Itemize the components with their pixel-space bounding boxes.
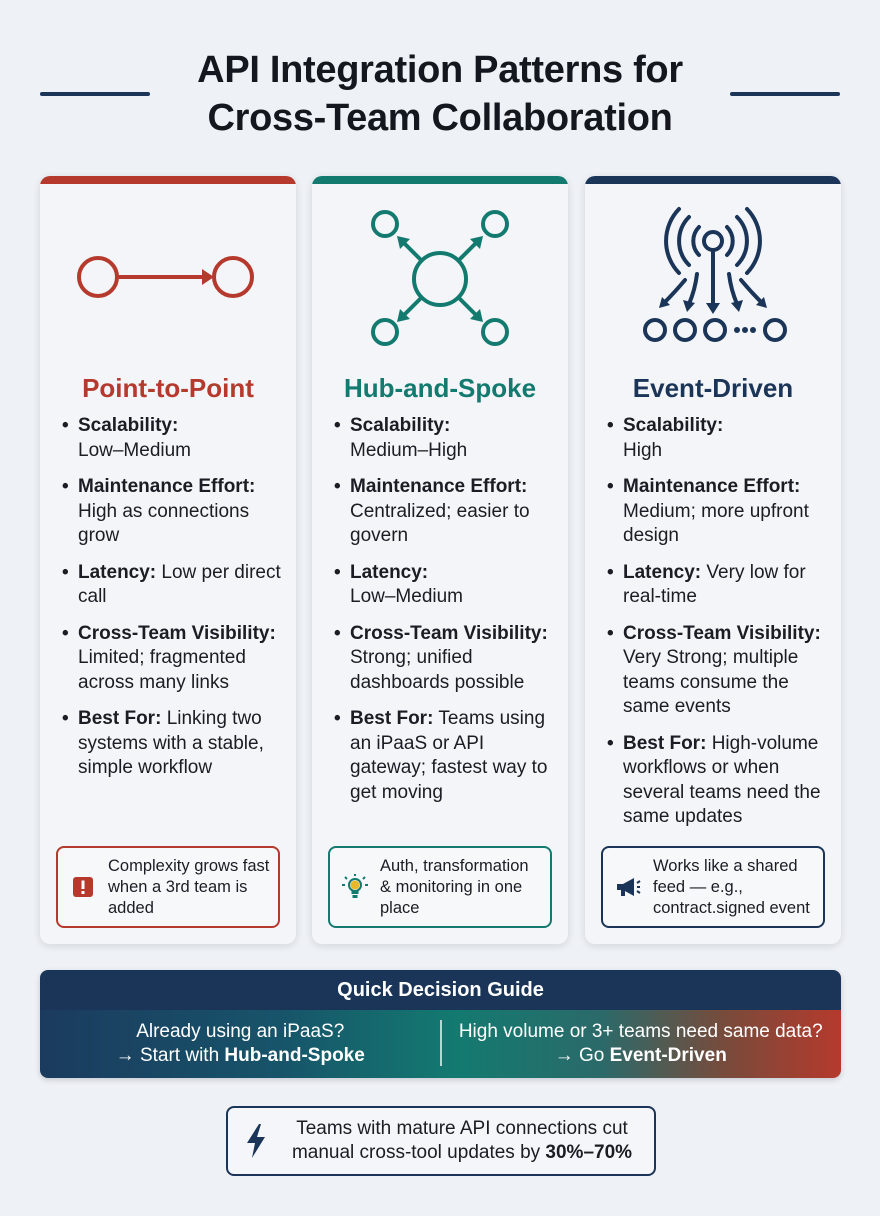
guide-left xyxy=(40,1010,441,1078)
attribute-list xyxy=(607,414,829,842)
card-note xyxy=(56,846,280,928)
attr-label: Scalability: xyxy=(623,415,724,436)
card-note xyxy=(601,846,825,928)
stat-callout xyxy=(226,1106,656,1176)
list-item xyxy=(607,732,829,830)
stat-line1: Teams with mature API connections cut xyxy=(296,1118,628,1139)
guide-right-answer: Event-Driven xyxy=(609,1045,727,1066)
note-text: Auth, transformation & monitoring in one place xyxy=(380,856,529,917)
attribute-list xyxy=(334,414,556,817)
attr-value: Very Strong; multiple teams consume the same events xyxy=(623,647,799,717)
attr-value: Medium; more upfront design xyxy=(623,500,809,546)
decision-guide xyxy=(40,970,841,1078)
header xyxy=(0,46,880,146)
attr-value: High xyxy=(623,439,663,461)
attr-label: Best For: xyxy=(623,732,707,754)
list-item xyxy=(334,414,556,463)
page-title xyxy=(150,46,730,142)
list-item xyxy=(62,561,284,610)
list-item xyxy=(334,707,556,805)
attr-value: High-volume workflows or when several teams need the same updates xyxy=(623,732,821,827)
guide-left-answer: Hub-and-Spoke xyxy=(224,1045,365,1066)
card-title: Point-to-Point xyxy=(82,373,254,403)
note-text: Works like a shared feed — e.g., contract.signed event xyxy=(653,856,810,917)
attr-label: Maintenance Effort: xyxy=(350,476,528,497)
card-accent-bar xyxy=(585,176,841,184)
attr-value: Low–Medium xyxy=(350,586,463,607)
card-accent-bar xyxy=(40,176,296,184)
attr-label: Scalability: xyxy=(78,415,179,436)
point-to-point-diagram-icon xyxy=(40,204,296,374)
attr-value: Limited; fragmented across many links xyxy=(78,647,246,693)
card-hub-and-spoke xyxy=(312,176,568,944)
megaphone-icon xyxy=(603,876,653,898)
guide-left-prefix: → Start with xyxy=(115,1045,225,1066)
page-title-line1: API Integration Patterns for xyxy=(197,49,683,91)
attr-label: Latency: xyxy=(78,561,157,583)
lightbulb-icon xyxy=(330,873,380,901)
stat-text xyxy=(284,1117,654,1165)
guide-title: Quick Decision Guide xyxy=(40,970,841,1010)
attr-label: Best For: xyxy=(350,708,434,729)
card-accent-bar xyxy=(312,176,568,184)
attr-value: High as connections grow xyxy=(78,500,250,546)
title-rule-right xyxy=(730,92,840,96)
list-item xyxy=(62,475,284,549)
list-item xyxy=(607,414,829,463)
list-item xyxy=(62,622,284,696)
list-item xyxy=(334,622,556,696)
guide-divider xyxy=(440,1020,442,1066)
card-note xyxy=(328,846,552,928)
guide-left-answer-line xyxy=(116,1044,365,1068)
guide-right-answer-line xyxy=(555,1044,727,1068)
attr-value: Teams using an iPaaS or API gateway; fastest way to get moving xyxy=(350,708,548,803)
card-title: Hub-and-Spoke xyxy=(343,373,537,403)
attr-label: Scalability: xyxy=(350,415,451,436)
card-title: Event-Driven xyxy=(632,373,794,403)
guide-right-question: High volume or 3+ teams need same data? xyxy=(458,1021,823,1042)
attr-value: Low–Medium xyxy=(78,439,191,461)
attr-label: Cross-Team Visibility: xyxy=(78,622,276,644)
attr-value: Centralized; easier to govern xyxy=(350,500,530,546)
guide-right-prefix: → Go xyxy=(554,1045,610,1066)
guide-body xyxy=(40,1010,841,1078)
attr-label: Cross-Team Visibility: xyxy=(350,622,548,644)
list-item xyxy=(607,475,829,549)
page-title-line2: Cross-Team Collaboration xyxy=(207,97,673,139)
guide-left-question: Already using an iPaaS? xyxy=(136,1021,345,1042)
guide-right xyxy=(441,1010,842,1078)
attr-value: Low per direct call xyxy=(78,561,281,607)
stat-highlight: 30%–70% xyxy=(545,1142,633,1163)
attribute-list xyxy=(62,414,284,793)
title-rule-left xyxy=(40,92,150,96)
list-item xyxy=(607,622,829,720)
stat-line2: manual cross-tool updates by xyxy=(291,1142,546,1163)
attr-value: Very low for real-time xyxy=(623,561,806,607)
lightning-bolt-icon xyxy=(228,1124,284,1158)
hub-and-spoke-diagram-icon xyxy=(312,204,568,374)
attr-value: Linking two systems with a stable, simple workflow xyxy=(78,708,264,778)
attr-label: Latency: xyxy=(350,561,429,583)
attr-value: Medium–High xyxy=(350,439,468,461)
attr-value: Strong; unified dashboards possible xyxy=(350,647,525,693)
card-event-driven xyxy=(585,176,841,944)
card-point-to-point xyxy=(40,176,296,944)
attr-label: Maintenance Effort: xyxy=(623,476,801,497)
list-item xyxy=(62,707,284,781)
alert-icon xyxy=(58,876,108,898)
list-item xyxy=(62,414,284,463)
attr-label: Best For: xyxy=(78,708,162,729)
attr-label: Latency: xyxy=(623,561,702,583)
list-item xyxy=(334,561,556,610)
list-item xyxy=(334,475,556,549)
attr-label: Cross-Team Visibility: xyxy=(623,622,821,644)
note-text: Complexity grows fast when a 3rd team is added xyxy=(108,856,270,917)
attr-label: Maintenance Effort: xyxy=(78,476,256,497)
event-broadcast-diagram-icon xyxy=(585,204,841,374)
list-item xyxy=(607,561,829,610)
